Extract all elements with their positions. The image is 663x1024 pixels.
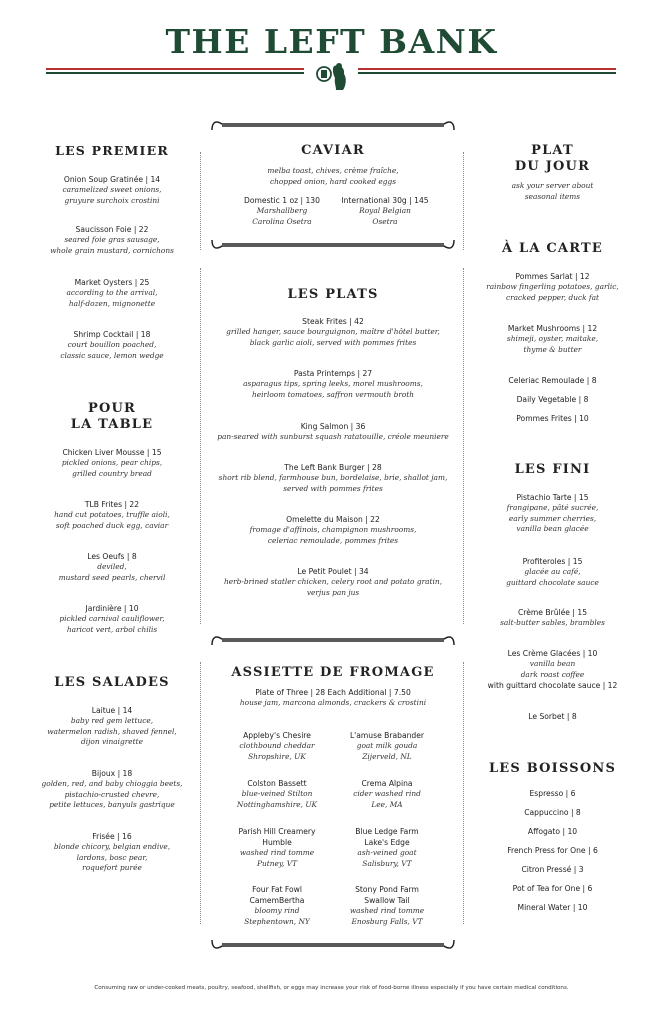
menu-item: Shrimp Cocktail | 18 court bouillon poached, classic sauce, lemon wedge <box>60 330 164 360</box>
header-stripe-red-left <box>46 68 304 70</box>
menu-item: Les Oeufs | 8 deviled, mustard seed pearls, chervil <box>58 552 166 582</box>
menu-item: Pommes Frites | 10 <box>516 414 589 423</box>
cheese-item: L'amuse Brabander goat milk gouda Zijerveld, NL <box>349 731 425 761</box>
menu-item: Le Petit Poulet | 34 herb-brined statler chicken, celery root and potato gratin, verjus pan jus <box>224 567 442 597</box>
section-les-premier <box>36 143 188 159</box>
cheese-item: Crema Alpina cider washed rind Lee, MA <box>353 779 421 809</box>
menu-item: Daily Vegetable | 8 <box>516 395 589 404</box>
menu-item: TLB Frites | 22 hand cut potatoes, truffle aioli, soft poached duck egg, caviar <box>54 500 170 530</box>
section-les-boissons: LES BOISSONS <box>488 761 617 776</box>
drink-item: Cappuccino | 8 <box>524 808 581 817</box>
caviar-frame-bottom <box>208 238 458 252</box>
section-a-la-carte: À LA CARTE <box>502 241 603 256</box>
menu-header <box>0 0 663 100</box>
section-les-fini: LES FINI <box>514 462 591 477</box>
menu-item: Pasta Printemps | 27 asparagus tips, spring leeks, morel mushrooms, heirloom tomatoes, saffron vermouth broth <box>243 369 423 399</box>
section-les-plats: LES PLATS <box>287 287 379 302</box>
section-assiette-de-fromage: ASSIETTE DE FROMAGE Plate of Three | 28 Each Additional | 7.50 house jam, marcona almonds, crackers & crostini <box>231 665 435 707</box>
bear-monogram-icon <box>312 60 352 94</box>
cheese-item: Four Fat Fowl CamemBertha bloomy rind Stephentown, NY <box>244 885 310 926</box>
menu-item: Frisée | 16 blonde chicory, belgian endive, lardons, bosc pear, roquefort purée <box>53 832 171 872</box>
restaurant-title: THE LEFT BANK <box>165 22 498 61</box>
section-pour-la-table: POUR LA TABLE <box>70 401 154 432</box>
drink-item: Mineral Water | 10 <box>517 903 588 912</box>
drink-list <box>475 788 630 921</box>
drink-item: Espresso | 6 <box>529 789 576 798</box>
menu-item: Celeriac Remoulade | 8 <box>508 376 597 385</box>
cheese-item: Blue Ledge Farm Lake's Edge ash-veined goat Salisbury, VT <box>355 827 419 868</box>
caviar-option: Domestic 1 oz | 130 Marshallberg Carolina Osetra <box>244 196 320 226</box>
caviar-option: International 30g | 145 Royal Belgian Osetra <box>341 196 429 226</box>
menu-item: Jardinière | 10 pickled carnival cauliflower, haricot vert, arbol chilis <box>59 604 165 634</box>
header-stripe-red-right <box>358 68 616 70</box>
drink-item: Citron Pressé | 3 <box>521 865 584 874</box>
section-plat-du-jour: PLAT DU JOUR ask your server about seasonal items <box>511 143 594 201</box>
menu-item: Laitue | 14 baby red gem lettuce, watermelon radish, shaved fennel, dijon vinaigrette <box>47 706 177 746</box>
menu-item: Pistachio Tarte | 15 frangipane, pâté sucrée, early summer cherries, vanilla bean glacée <box>506 493 599 533</box>
cheese-item: Parish Hill Creamery Humble washed rind tomme Putney, VT <box>238 827 316 868</box>
divider-right-fromage <box>463 662 464 924</box>
drink-item: Affogato | 10 <box>527 827 578 836</box>
cheese-item: Stony Pond Farm Swallow Tail washed rind tomme Enosburg Falls, VT <box>349 885 425 926</box>
section-caviar: CAVIAR melba toast, chives, crème fraîche, chopped onion, hard cooked eggs <box>267 143 399 186</box>
menu-item: Le Sorbet | 8 <box>528 712 577 721</box>
header-stripe-green-right <box>358 72 616 74</box>
divider-right-caviar <box>463 152 464 250</box>
menu-item: Pommes Sarlat | 12 rainbow fingerling potatoes, garlic, cracked pepper, duck fat <box>486 272 619 302</box>
menu-item: Steak Frites | 42 grilled hanger, sauce bourguignon, maître d'hôtel butter, black garlic aioli, served with pommes frites <box>226 317 440 347</box>
cheese-item: Appleby's Chesire clothbound cheddar Shropshire, UK <box>239 731 315 761</box>
divider-left-caviar <box>200 152 201 250</box>
drink-item: French Press for One | 6 <box>507 846 598 855</box>
caviar-frame-top <box>208 118 458 132</box>
divider-right-plats <box>463 268 464 624</box>
menu-item: Onion Soup Gratinée | 14 caramelized sweet onions, gruyure surchoix crostini <box>62 175 162 205</box>
menu-item: Market Oysters | 25 according to the arrival, half-dozen, mignonette <box>66 278 158 308</box>
menu-item: King Salmon | 36 pan-seared with sunburst squash ratatouille, créole meuniere <box>217 422 449 441</box>
menu-item: The Left Bank Burger | 28 short rib blend, farmhouse bun, bordelaise, brie, shallot jam, served with pommes frites <box>218 463 448 493</box>
section-les-salades: LES SALADES <box>54 675 170 690</box>
menu-item: Omelette du Maison | 22 fromage d'affinois, champignon mushrooms, celeriac remoulade, pommes frites <box>249 515 417 545</box>
divider-left-fromage <box>200 662 201 924</box>
menu-item: Profiteroles | 15 glacée au café, guittard chocolate sauce <box>506 557 599 587</box>
menu-item: Crème Brûlée | 15 salt-butter sables, brambles <box>500 608 605 627</box>
section-title: LES PREMIER <box>55 143 169 158</box>
divider-left-plats <box>200 268 201 624</box>
menu-item: Bijoux | 18 golden, red, and baby chioggia beets, pistachio-crusted chevre, petite lettuces, banyuls gastrique <box>41 769 183 809</box>
menu-item: Chicken Liver Mousse | 15 pickled onions, pear chips, grilled country bread <box>61 448 163 478</box>
food-safety-disclaimer: Consuming raw or under-cooked meats, poultry, seafood, shellfish, or eggs may increase your risk of food-borne illness especially if you have certain medical conditions. <box>94 985 569 991</box>
fromage-frame-bottom <box>208 938 458 952</box>
menu-item: Les Crème Glacées | 10 vanilla bean dark roast coffee with guittard chocolate sauce | 12 <box>487 649 618 690</box>
menu-item: Saucisson Foie | 22 seared foie gras sausage, whole grain mustard, cornichons <box>50 225 174 255</box>
header-stripe-green-left <box>46 72 304 74</box>
fromage-frame-top <box>208 633 458 647</box>
cheese-item: Colston Bassett blue-veined Stilton Nottinghamshire, UK <box>236 779 318 809</box>
drink-item: Pot of Tea for One | 6 <box>512 884 593 893</box>
menu-item: Market Mushrooms | 12 shimeji, oyster, maitake, thyme & butter <box>506 324 599 354</box>
